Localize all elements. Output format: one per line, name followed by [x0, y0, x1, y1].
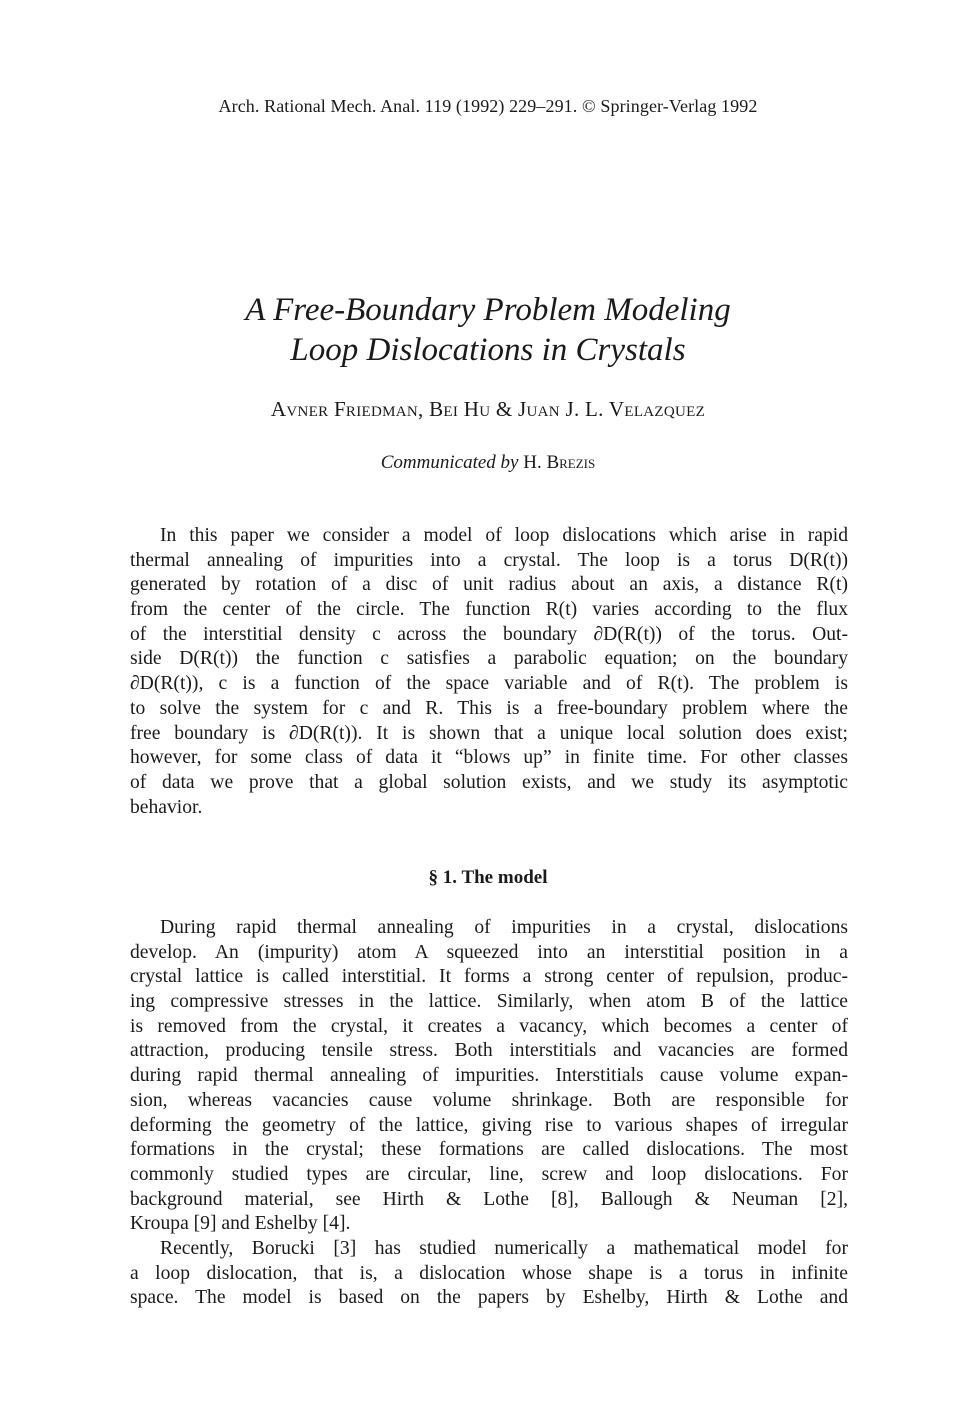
body-line: develop. An (impurity) atom A squeezed into an interstitial position in a	[130, 941, 848, 963]
body-line: a loop dislocation, that is, a dislocation whose shape is a torus in infinite	[130, 1262, 848, 1284]
body-line: crystal lattice is called interstitial. It forms a strong center of repulsion, produc-	[130, 966, 848, 988]
body-line: background material, see Hirth & Lothe [8], Ballough & Neuman [2],	[130, 1188, 848, 1210]
title-line-1: A Free-Boundary Problem Modeling	[245, 292, 731, 328]
body-line: sion, whereas vacancies cause volume shrinkage. Both are responsible for	[130, 1089, 848, 1111]
abstract-line: to solve the system for c and R. This is a free-boundary problem where the	[130, 697, 848, 719]
communicated-name: H. Brezis	[523, 452, 596, 473]
abstract-line: thermal annealing of impurities into a crystal. The loop is a torus D(R(t))	[130, 549, 848, 571]
body-line: deforming the geometry of the lattice, giving rise to various shapes of irregular	[130, 1114, 848, 1136]
abstract-line: of the interstitial density c across the boundary ∂D(R(t)) of the torus. Out-	[130, 623, 848, 645]
section-body	[130, 916, 848, 1311]
title-line-2: Loop Dislocations in Crystals	[290, 332, 686, 368]
body-line: Recently, Borucki [3] has studied numerically a mathematical model for	[160, 1237, 848, 1259]
communicated-prefix: Communicated by	[380, 452, 519, 473]
abstract-line: however, for some class of data it “blows up” in finite time. For other classes	[130, 747, 848, 769]
abstract-line: side D(R(t)) the function c satisfies a parabolic equation; on the boundary	[130, 648, 848, 670]
abstract-line: free boundary is ∂D(R(t)). It is shown that a unique local solution does exist;	[130, 722, 848, 744]
body-line: formations in the crystal; these formations are called dislocations. The most	[130, 1139, 848, 1161]
body-line: space. The model is based on the papers by Eshelby, Hirth & Lothe and	[130, 1287, 848, 1309]
body-line: Kroupa [9] and Eshelby [4].	[130, 1213, 351, 1235]
body-line: is removed from the crystal, it creates a vacancy, which becomes a center of	[130, 1015, 848, 1037]
body-line: attraction, producing tensile stress. Both interstitials and vacancies are formed	[130, 1040, 848, 1062]
paper-title	[0, 290, 976, 370]
author-list: Avner Friedman, Bei Hu & Juan J. L. Velazquez	[270, 397, 706, 421]
communicated-by	[0, 452, 976, 474]
journal-citation: Arch. Rational Mech. Anal. 119 (1992) 229–291. © Springer-Verlag 1992	[218, 96, 758, 116]
abstract-line: generated by rotation of a disc of unit radius about an axis, a distance R(t)	[130, 574, 848, 596]
abstract	[130, 524, 848, 820]
body-line: commonly studied types are circular, line, screw and loop dislocations. For	[130, 1163, 848, 1185]
section-heading: § 1. The model	[428, 867, 548, 888]
body-line: ing compressive stresses in the lattice. Similarly, when atom B of the lattice	[130, 991, 848, 1013]
abstract-line: from the center of the circle. The function R(t) varies according to the flux	[130, 599, 848, 621]
body-line: during rapid thermal annealing of impurities. Interstitials cause volume expan-	[130, 1065, 848, 1087]
abstract-line: ∂D(R(t)), c is a function of the space variable and of R(t). The problem is	[130, 673, 848, 695]
abstract-line: of data we prove that a global solution exists, and we study its asymptotic	[130, 771, 848, 793]
abstract-line: In this paper we consider a model of loop dislocations which arise in rapid	[160, 525, 848, 546]
abstract-line: behavior.	[130, 796, 203, 818]
body-line: During rapid thermal annealing of impurities in a crystal, dislocations	[160, 917, 848, 938]
